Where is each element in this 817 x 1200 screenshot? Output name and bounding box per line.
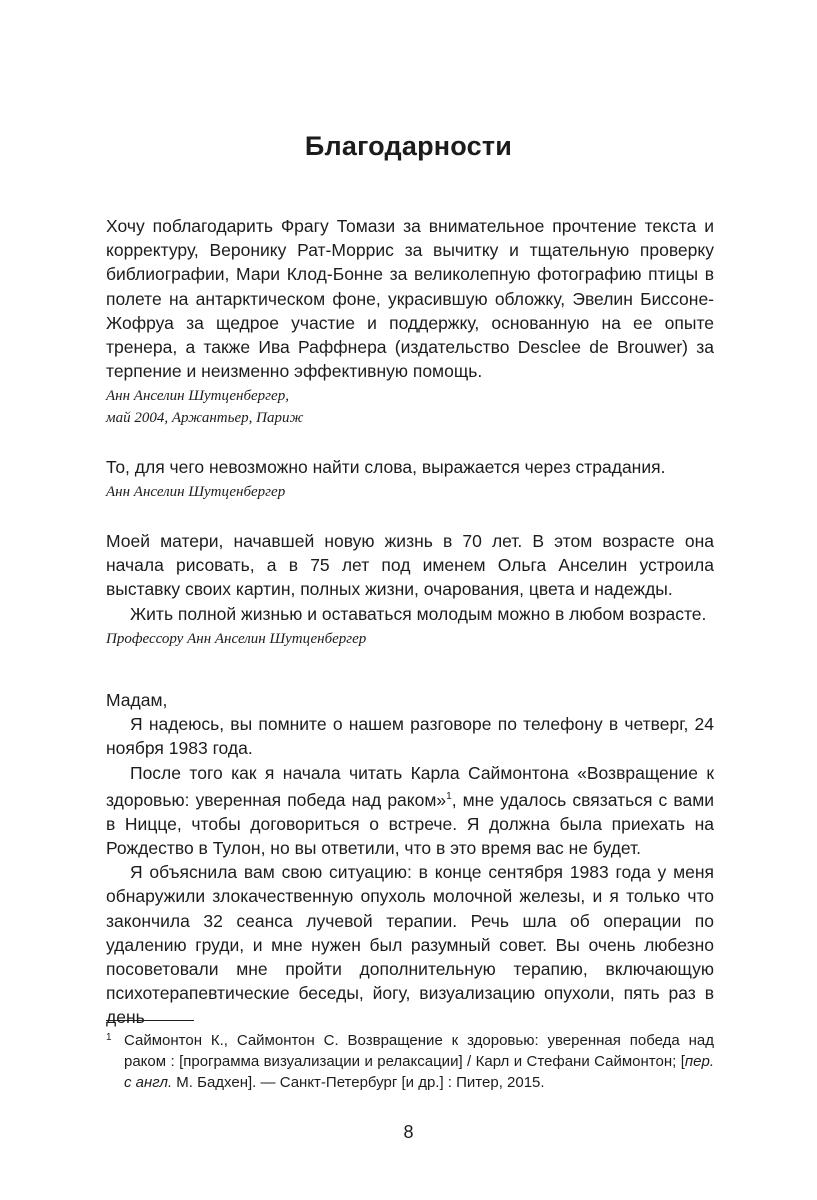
footnote-text-end: М. Бадхен]. — Санкт-Петербург [и др.] : Питер, 2015. <box>172 1074 545 1091</box>
footnote <box>106 1030 714 1093</box>
letter-paragraph-2 <box>106 761 714 861</box>
acknowledgement-signature-name: Анн Анселин Шутценбергер, <box>106 388 289 405</box>
acknowledgement-signature-place: май 2004, Аржантьер, Париж <box>106 410 304 427</box>
footnote-text-start: Саймонтон К., Саймонтон С. Возвращение к здоровью: уверенная победа над раком : [программа визуализации и релаксации] / Карл и Стефани Саймонтон; [ <box>124 1032 714 1070</box>
epigraph-signature: Анн Анселин Шутценбергер <box>106 484 286 501</box>
epigraph-section <box>106 455 714 503</box>
footnote-mark: 1 <box>106 1032 112 1043</box>
footnote-reference[interactable]: 1 <box>446 790 452 802</box>
page-title: Благодарности <box>304 131 513 161</box>
letter-salutation: Мадам, <box>106 690 168 710</box>
letter-paragraph-1: Я надеюсь, вы помните о нашем разговоре по телефону в четверг, 24 ноября 1983 года. <box>106 714 714 759</box>
dedication-paragraph-2: Жить полной жизнью и оставаться молодым можно в любом возрасте. <box>130 603 707 624</box>
page-number: 8 <box>403 1122 414 1142</box>
letter-paragraph-3: Я объяснила вам свою ситуацию: в конце сентября 1983 года у меня обнаружили злокачественную опухоль молочной железы, и я только что закончила 32 сеанса лучевой терапии. Речь шла об операции по удалению груди, и мне нужен был разумный совет. Вы очень любезно посоветовали мне пройти дополнительную терапию, включающую психотерапевтические беседы, йогу, визуализацию опухоли, пять раз в день <box>106 862 714 1028</box>
footnote-italic: пер. с англ. <box>124 1053 714 1091</box>
dedication-section <box>106 529 714 650</box>
letter-paragraph-2-end: , мне удалось связаться с вами в Ницце, чтобы договориться о встрече. Я должна была приехать на Рождество в Тулон, но вы ответили, что в это время вас не будет. <box>106 789 714 859</box>
letter-section <box>106 688 714 1030</box>
dedication-signature: Профессору Анн Анселин Шутценбергер <box>106 630 367 647</box>
acknowledgement-section <box>106 214 714 429</box>
letter-paragraph-2-start: После того как я начала читать Карла Саймонтона «Возвращение к здоровью: уверенная победа над раком» <box>106 762 714 810</box>
footnote-body <box>124 1030 714 1093</box>
epigraph-text: То, для чего невозможно найти слова, выражается через страдания. <box>106 457 666 477</box>
footnote-divider <box>106 1020 194 1021</box>
acknowledgement-text: Хочу поблагодарить Фрагу Томази за внимательное прочтение текста и корректуру, Веронику Рат-Моррис за вычитку и тщательную проверку библиографии, Мари Клод-Бонне за великолепную фотографию птицы в полете на антарктическом фоне, украсившую обложку, Эвелин Биссоне-Жофруа за щедрое участие и поддержку, основанную на ее опыте тренера, а также Ива Раффнера (издательство Desclee de Brouwer) за терпение и неизменно эффективную помощь. <box>106 216 714 382</box>
dedication-paragraph-1: Моей матери, начавшей новую жизнь в 70 лет. В этом возрасте она начала рисовать, а в 75 лет под именем Ольга Анселин устроила выставку своих картин, полных жизни, очарования, цвета и надежды. <box>106 531 714 600</box>
